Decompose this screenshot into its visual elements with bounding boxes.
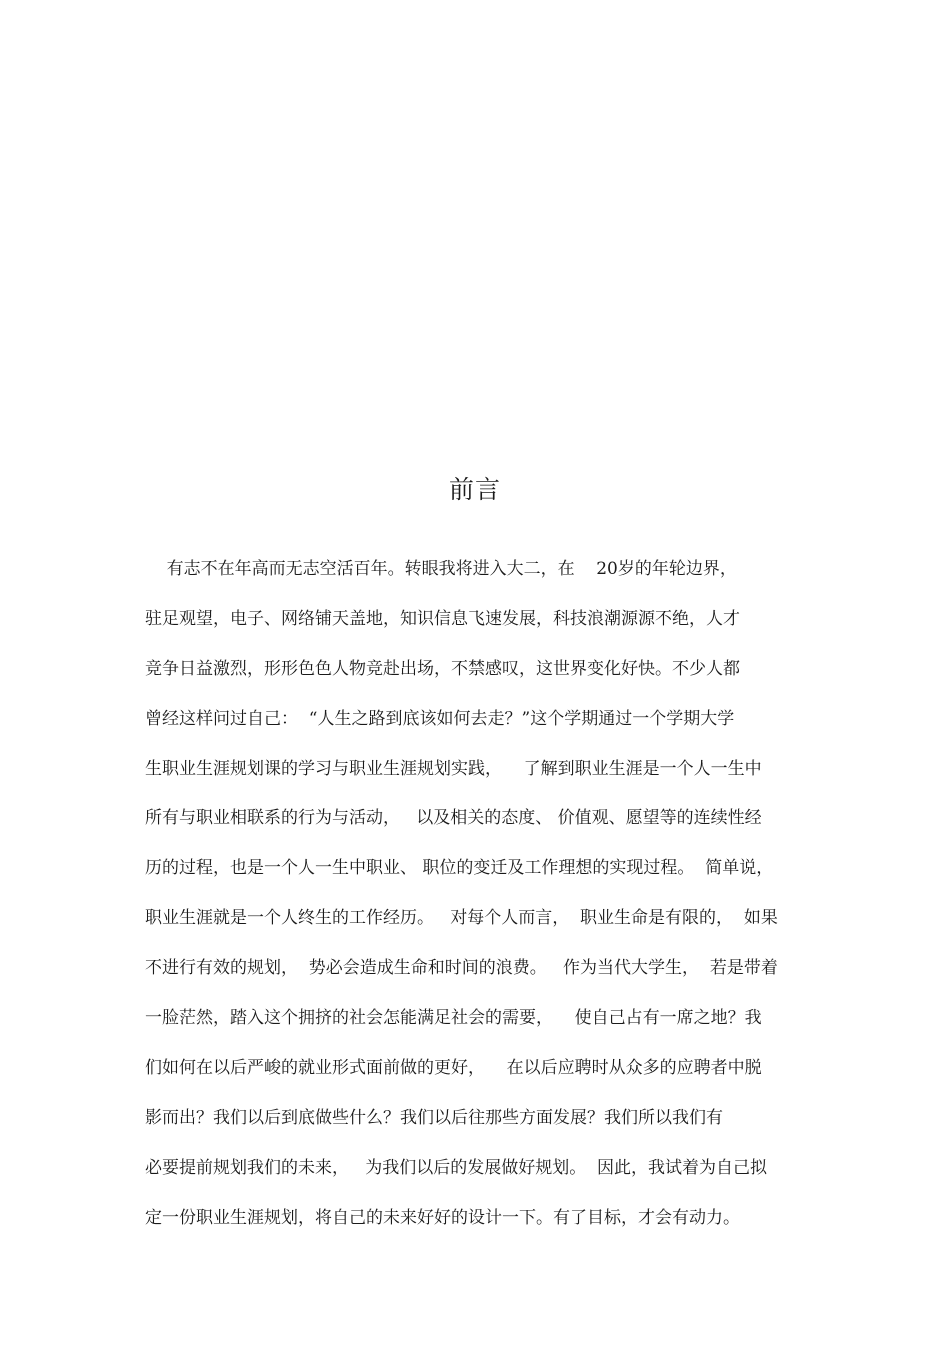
text-line: 职业生涯就是一个人终生的工作经历。 对每个人而言， 职业生命是有限的， 如果 [145, 908, 778, 929]
preface-paragraph [145, 554, 815, 1252]
text-line: 必要提前规划我们的未来， 为我们以后的发展做好规划。 因此，我试着为自己拟 [145, 1157, 768, 1178]
text-line: 所有与职业相联系的行为与活动， 以及相关的态度、 价值观、愿望等的连续性经 [145, 808, 762, 829]
text-line: 有志不在年高而无志空活百年。转眼我将进入大二，在 20岁的年轮边界， [145, 559, 737, 579]
text-line: 历的过程，也是一个人一生中职业、 职位的变迁及工作理想的实现过程。 简单说， [145, 858, 774, 879]
text-line: 影而出？我们以后到底做些什么？我们以后往那些方面发展？我们所以我们有 [145, 1107, 723, 1128]
text-line: 驻足观望，电子、网络铺天盖地，知识信息飞速发展，科技浪潮源源不绝，人才 [145, 608, 740, 629]
text-line: 们如何在以后严峻的就业形式面前做的更好， 在以后应聘时从众多的应聘者中脱 [145, 1057, 762, 1078]
text-line: 竞争日益激烈，形形色色人物竞赴出场，不禁感叹，这世界变化好快。不少人都 [145, 658, 740, 679]
text-line: 曾经这样问过自己： “人生之路到底该如何去走？”这个学期通过一个学期大学 [145, 708, 735, 729]
text-line: 一脸茫然，踏入这个拥挤的社会怎能满足社会的需要， 使自己占有一席之地？我 [145, 1008, 762, 1029]
text-line: 定一份职业生涯规划，将自己的未来好好的设计一下。有了目标，才会有动力。 [145, 1207, 740, 1228]
page-title: 前言 [448, 475, 501, 504]
text-line: 不进行有效的规划， 势必会造成生命和时间的浪费。 作为当代大学生， 若是带着 [145, 958, 778, 979]
text-line: 生职业生涯规划课的学习与职业生涯规划实践， 了解到职业生涯是一个人一生中 [145, 758, 762, 779]
